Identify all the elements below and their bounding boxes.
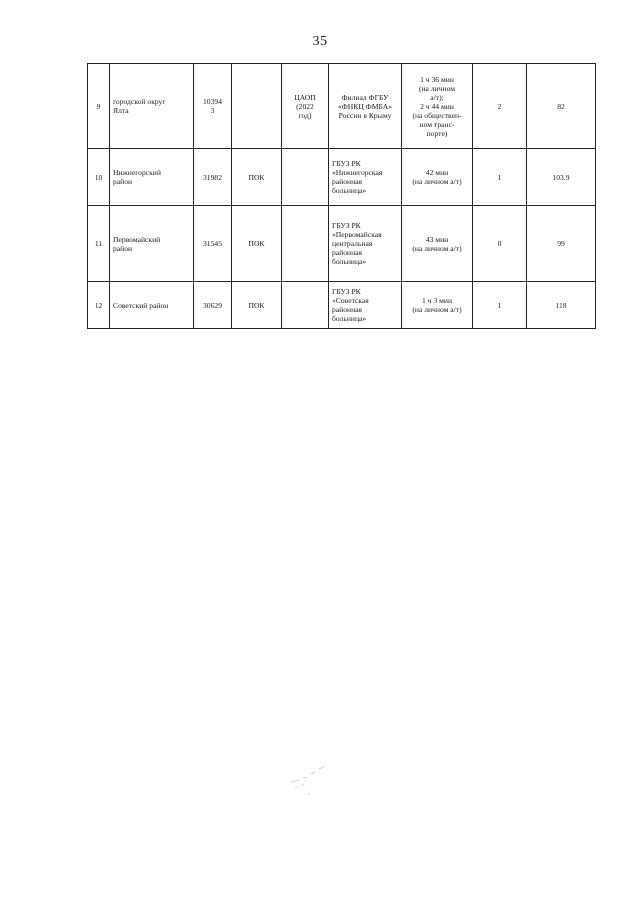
district-name: городской округ Ялта <box>110 64 194 149</box>
organization: ГБУЗ РК «Нижнегорская районная больница» <box>329 149 402 206</box>
table-row <box>88 149 596 206</box>
count: 2 <box>473 64 527 149</box>
planned-facility <box>282 282 329 329</box>
facility-type: ПОК <box>232 282 282 329</box>
table-row <box>88 64 596 149</box>
value: 99 <box>527 206 596 282</box>
count: 1 <box>473 149 527 206</box>
organization: ГБУЗ РК «Первомайская центральная районная больница» <box>329 206 402 282</box>
planned-facility: ЦАОП (2022 год) <box>282 64 329 149</box>
row-number: 10 <box>88 149 110 206</box>
planned-facility <box>282 149 329 206</box>
value: 82 <box>527 64 596 149</box>
facility-type <box>232 64 282 149</box>
organization: ГБУЗ РК «Советская районная больница» <box>329 282 402 329</box>
district-name: Первомайский район <box>110 206 194 282</box>
faint-scan-marks <box>285 760 333 800</box>
travel-time: 1 ч 36 мин (на личном а/т); 2 ч 44 мин (на обществен- ном транс- порте) <box>402 64 473 149</box>
data-table <box>87 63 596 329</box>
population: 10394 3 <box>194 64 232 149</box>
table-row <box>88 206 596 282</box>
facility-type: ПОК <box>232 149 282 206</box>
count: 0 <box>473 206 527 282</box>
count: 1 <box>473 282 527 329</box>
value: 103.9 <box>527 149 596 206</box>
table-row <box>88 282 596 329</box>
travel-time: 43 мин (на личном а/т) <box>402 206 473 282</box>
row-number: 11 <box>88 206 110 282</box>
travel-time: 42 мин (на личном а/т) <box>402 149 473 206</box>
population: 31982 <box>194 149 232 206</box>
facility-type: ПОК <box>232 206 282 282</box>
district-name: Советский район <box>110 282 194 329</box>
travel-time: 1 ч 3 мин (на личном а/т) <box>402 282 473 329</box>
population: 31545 <box>194 206 232 282</box>
population: 30629 <box>194 282 232 329</box>
district-name: Нижнегорский район <box>110 149 194 206</box>
value: 118 <box>527 282 596 329</box>
planned-facility <box>282 206 329 282</box>
row-number: 12 <box>88 282 110 329</box>
page-number: 35 <box>312 34 328 49</box>
row-number: 9 <box>88 64 110 149</box>
organization: Филиал ФГБУ «ФНКЦ ФМБА» России в Крыму <box>329 64 402 149</box>
